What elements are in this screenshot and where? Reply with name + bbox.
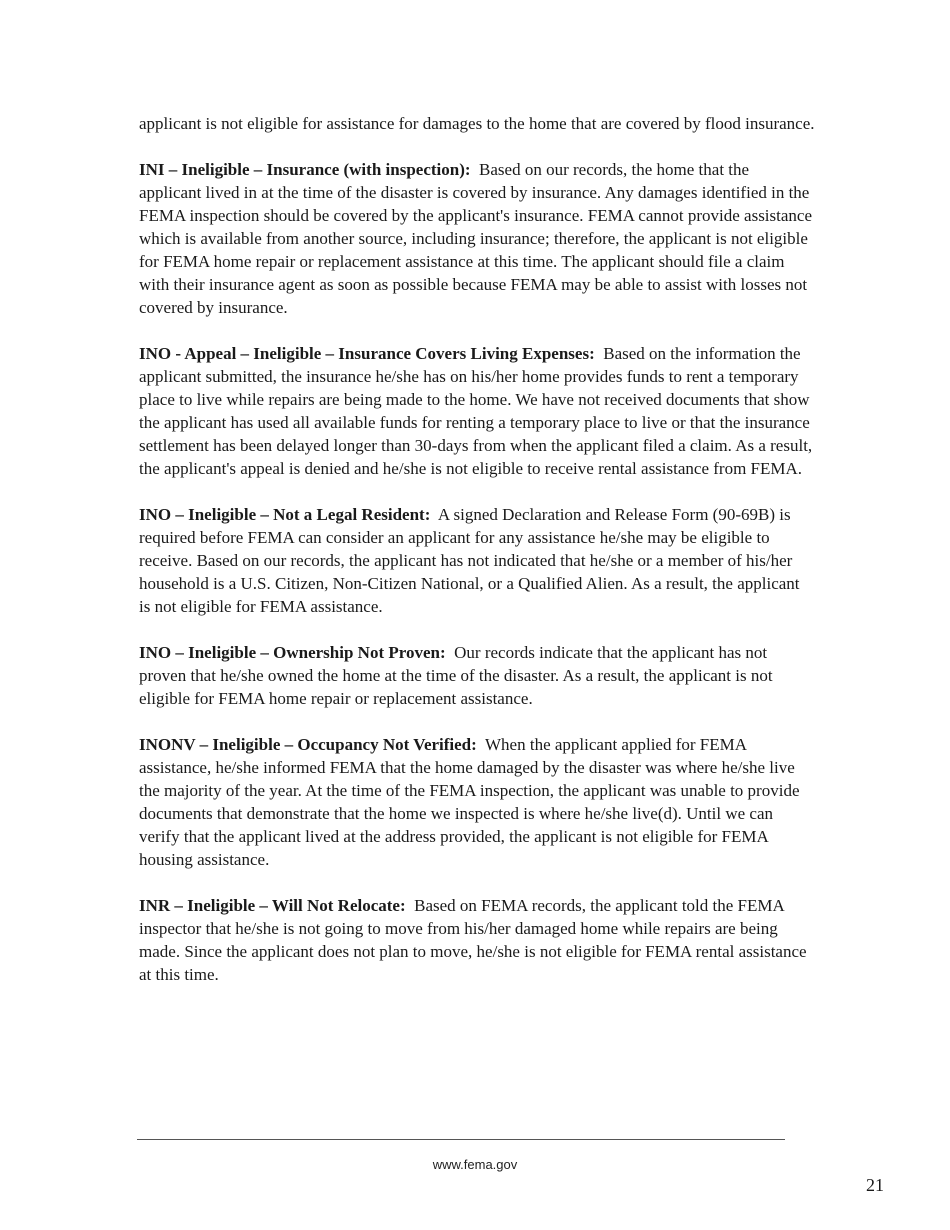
footer-divider bbox=[137, 1139, 785, 1140]
paragraph-ini bbox=[139, 158, 815, 319]
paragraph-term: INI – Ineligible – Insurance (with inspection): bbox=[139, 160, 471, 179]
paragraph-term: INO – Ineligible – Not a Legal Resident: bbox=[139, 505, 431, 524]
document-body bbox=[139, 112, 815, 1009]
paragraph-text: When the applicant applied for FEMA assistance, he/she informed FEMA that the home damaged by the disaster was where he/she live the majority of the year. At the time of the FEMA inspection, the applicant was unable to provide documents that demonstrate that the home we inspected is where he/she live(d). Until we can verify that the applicant lived at the address provided, the applicant is not eligible for FEMA housing assistance. bbox=[139, 735, 800, 869]
paragraph-text: Based on our records, the home that the applicant lived in at the time of the disaster is covered by insurance. Any damages identified in the FEMA inspection should be covered by the applicant's insurance. FEMA cannot provide assistance which is available from another source, including insurance; therefore, the applicant is not eligible for FEMA home repair or replacement assistance at this time. The applicant should file a claim with their insurance agent as soon as possible because FEMA may be able to assist with losses not covered by insurance. bbox=[139, 160, 813, 317]
paragraph-inr bbox=[139, 894, 815, 986]
paragraph-ino-appeal bbox=[139, 342, 815, 480]
page-number: 21 bbox=[866, 1175, 884, 1195]
paragraph-text: Based on the information the applicant submitted, the insurance he/she has on his/her home provides funds to rent a temporary place to live while repairs are being made to the home. We have not received documents that show the applicant has used all available funds for renting a temporary place to live or that the insurance settlement has been delayed longer than 30-days from when the applicant filed a claim. As a result, the applicant's appeal is denied and he/she is not eligible to receive rental assistance from FEMA. bbox=[139, 344, 813, 478]
paragraph-term: INO - Appeal – Ineligible – Insurance Covers Living Expenses: bbox=[139, 344, 595, 363]
paragraph-term: INONV – Ineligible – Occupancy Not Verified: bbox=[139, 735, 477, 754]
paragraph-inonv bbox=[139, 733, 815, 871]
paragraph-text: A signed Declaration and Release Form (90-69B) is required before FEMA can consider an applicant for any assistance he/she may be eligible to receive. Based on our records, the applicant has not indicated that he/she or a member of his/her household is a U.S. Citizen, Non-Citizen National, or a Qualified Alien. As a result, the applicant is not eligible for FEMA assistance. bbox=[139, 505, 800, 616]
footer-url: www.fema.gov bbox=[432, 1157, 518, 1172]
paragraph-ino-ownership bbox=[139, 641, 815, 710]
paragraph-ino-not-legal-resident bbox=[139, 503, 815, 618]
paragraph-term: INR – Ineligible – Will Not Relocate: bbox=[139, 896, 406, 915]
paragraph-text: Our records indicate that the applicant has not proven that he/she owned the home at the time of the disaster. As a result, the applicant is not eligible for FEMA home repair or replacement assistance. bbox=[139, 643, 773, 708]
paragraph-text: applicant is not eligible for assistance for damages to the home that are covered by flood insurance. bbox=[139, 114, 815, 133]
paragraph-term: INO – Ineligible – Ownership Not Proven: bbox=[139, 643, 446, 662]
paragraph-text: Based on FEMA records, the applicant told the FEMA inspector that he/she is not going to move from his/her damaged home while repairs are being made. Since the applicant does not plan to move, he/she is not eligible for FEMA rental assistance at this time. bbox=[139, 896, 807, 984]
paragraph-flood-insurance-continued bbox=[139, 112, 815, 135]
